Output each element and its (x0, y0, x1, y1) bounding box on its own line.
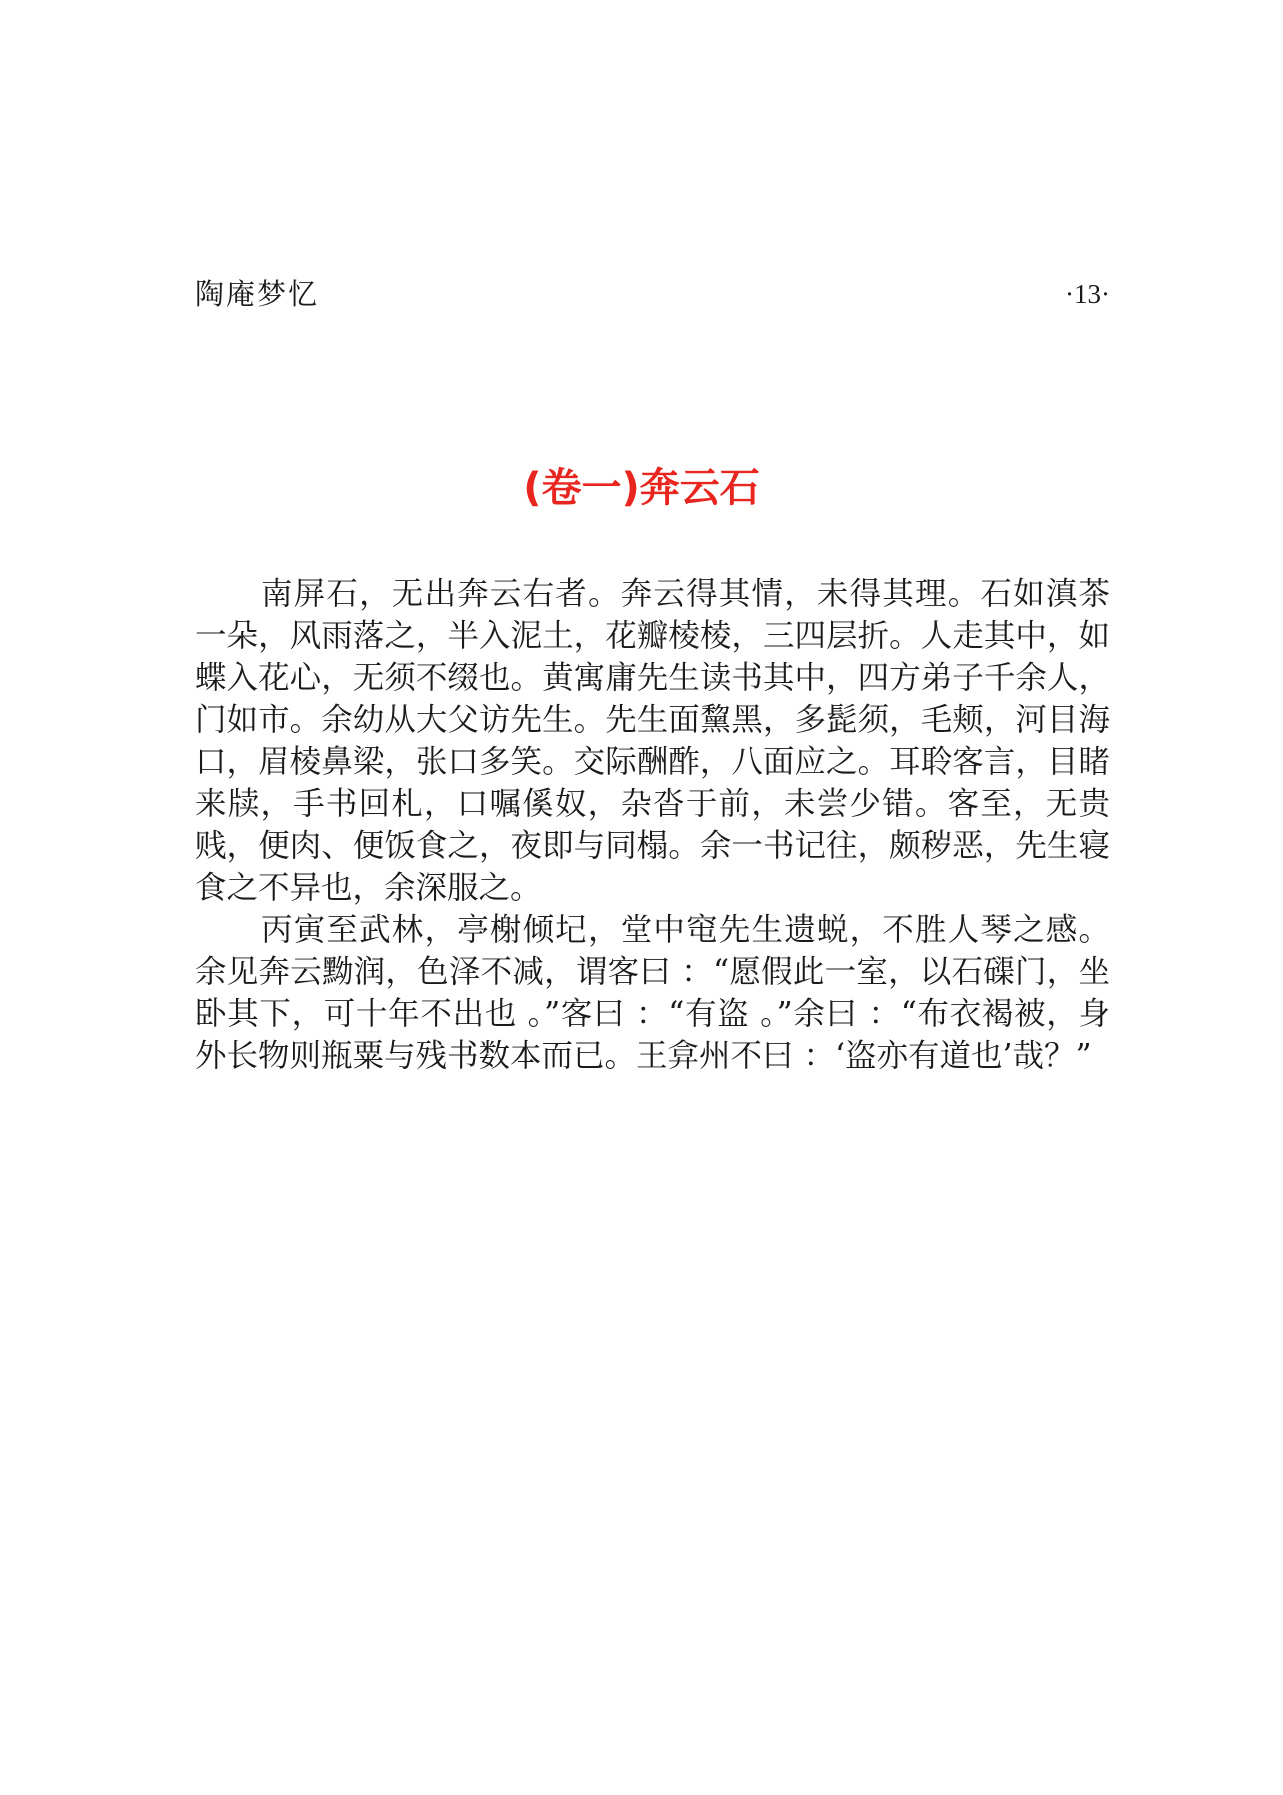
running-head (195, 272, 1110, 316)
chapter-title: (卷一)奔云石 (523, 465, 760, 511)
page-number: ·13· (1065, 279, 1110, 309)
body-text (195, 573, 1110, 1077)
paragraph-1: 南屏石，无出奔云右者。奔云得其情，未得其理。石如滇茶一朵，风雨落之，半入泥土，花瓣棱棱，三四层折。人走其中，如蝶入花心，无须不缀也。黄寓庸先生读书其中，四方弟子千余人，门如市。余幼从大父访先生。先生面黧黑，多髭须，毛颊，河目海口，眉棱鼻梁，张口多笑。交际酬酢，八面应之。耳聆客言，目睹来牍，手书回札，口嘱傒奴，杂沓于前，未尝少错。客至，无贵贱，便肉、便饭食之，夜即与同榻。余一书记往，颇秽恶，先生寝食之不异也，余深服之。 (195, 576, 1110, 906)
book-title: 陶庵梦忆 (195, 277, 320, 311)
paragraph-2: 丙寅至武林，亭榭倾圮，堂中窀先生遗蜕，不胜人琴之感。余见奔云黝润，色泽不减，谓客曰 ：“愿假此一室，以石磲门，坐卧其下，可十年不出也 。”客曰 ：“有盗 。”余曰 ：“布衣褐被，身外长物则瓶粟与残书数本而已。王弇州不曰 ：‘盗亦有道也’哉？” (195, 912, 1110, 1074)
